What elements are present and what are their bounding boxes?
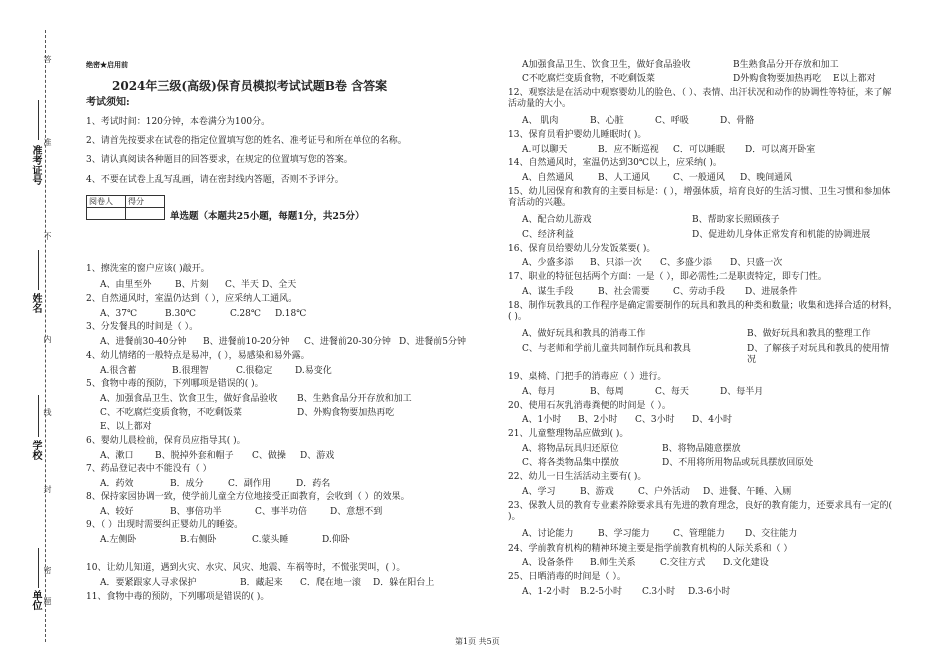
option[interactable]: D、进餐前5分钟 — [399, 337, 466, 347]
option[interactable]: C.28℃ — [230, 309, 261, 319]
option[interactable]: B、生熟食品分开存放和加工 — [297, 394, 412, 404]
option[interactable]: B、2小时 — [578, 415, 618, 425]
binding-mark: 内 — [43, 335, 52, 344]
question-3: 3、分发餐具的时间是（ ）。 — [86, 322, 199, 332]
option[interactable]: B、做好玩具和教具的整理工作 — [747, 329, 871, 339]
option[interactable]: C、与老师和学前儿童共同制作玩具和教具 — [522, 344, 691, 354]
field-underline — [38, 395, 39, 437]
option[interactable]: A、学习 — [522, 487, 556, 497]
option[interactable]: B、脱掉外套和帽子 — [155, 451, 234, 461]
option[interactable]: D、进展条件 — [745, 287, 798, 297]
option[interactable]: D外购食物要加热再吃 — [733, 74, 822, 84]
option[interactable]: D、促进幼儿身体正常发育和机能的协调进展 — [692, 230, 871, 240]
option[interactable]: A、加强食品卫生、饮食卫生，做好食品验收 — [100, 394, 278, 404]
question-18: 18、制作玩教具的工作程序是确定需要制作的玩具和教具的种类和数量；收集和选择合适的材料，( )。 — [508, 301, 898, 322]
option[interactable]: B、社会需要 — [598, 287, 650, 297]
option[interactable]: C、呼吸 — [655, 116, 689, 126]
option[interactable]: D、进餐、午睡、入厕 — [703, 487, 792, 497]
question-6: 6、婴幼儿晨检前，保育员应指导其( )。 — [86, 436, 246, 446]
option[interactable]: A加强食品卫生、饮食卫生，做好食品验收 — [522, 60, 691, 70]
question-15: 15、幼儿园保育和教育的主要目标是：( ），增强体质，培育良好的生活习惯、卫生习惯和参加体育活动的兴趣。 — [508, 187, 891, 208]
option[interactable]: D、不用将所用物品或玩具摆放回原处 — [662, 458, 814, 468]
question-10: 10、让幼儿知道，遇到火灾、水灾、风灾、地震、车祸等时，不慌张哭叫，( ）。 — [86, 563, 406, 573]
option[interactable]: B．成分 — [170, 479, 204, 489]
option[interactable]: E、以上都对 — [100, 422, 152, 432]
score-table-cell[interactable] — [126, 208, 165, 220]
option[interactable]: D.18℃ — [275, 309, 307, 319]
option[interactable]: C、进餐前20-30分钟 — [304, 337, 391, 347]
option[interactable]: D、游戏 — [300, 451, 335, 461]
option[interactable]: D、只盛一次 — [730, 258, 783, 268]
option[interactable]: A.可以聊天 — [522, 145, 568, 155]
option[interactable]: C、一般通风 — [673, 173, 725, 183]
option[interactable]: C.3小时 — [642, 587, 676, 597]
question-14: 14、自然通风时，室温仍达到30℃以上，应采纳( )。 — [508, 158, 722, 168]
score-table-grader: 阅卷人 — [87, 196, 126, 208]
question-25: 25、日晒消毒的时间是（ ）。 — [508, 572, 626, 582]
option[interactable]: D.3-6小时 — [688, 587, 731, 597]
question-1: 1、擦洗室的窗户应该( )敲开。 — [86, 264, 210, 274]
question-24: 24、学前教育机构的精神环境主要是指学前教育机构的人际关系和（ ） — [508, 544, 793, 554]
option[interactable]: C、做操 — [252, 451, 286, 461]
question-8: 8、保持家园协调一致，使学前儿童全方位地接受正面教育，会收到（ ）的效果。 — [86, 492, 410, 502]
field-name: 姓名 — [30, 293, 41, 313]
option[interactable]: A、 肌肉 — [522, 116, 559, 126]
question-9: 9、（ ）出现时需要纠正婴幼儿的睡姿。 — [86, 520, 244, 530]
field-underline — [38, 548, 39, 588]
binding-mark: 题 — [43, 597, 52, 606]
section-title: 单选题（本题共25小题，每题1分，共25分） — [170, 211, 365, 222]
option[interactable]: B、心脏 — [590, 116, 624, 126]
option[interactable]: C、每天 — [655, 387, 689, 397]
option[interactable]: A、进餐前30-40分钟 — [100, 337, 187, 347]
binding-mark: 答 — [43, 55, 52, 64]
option[interactable]: C、将各类物品集中摆放 — [522, 458, 619, 468]
option[interactable]: D、了解孩子对玩具和教具的使用情况 — [747, 344, 890, 365]
option[interactable]: A、1-2小时 — [522, 587, 570, 597]
option[interactable]: D、每半月 — [720, 387, 764, 397]
option[interactable]: A、讨论能力 — [522, 529, 574, 539]
binding-mark: 密 — [43, 566, 52, 575]
option[interactable]: A、自然通风 — [522, 173, 574, 183]
option[interactable]: E以上都对 — [833, 74, 876, 84]
option[interactable]: C.很稳定 — [236, 366, 273, 376]
option[interactable]: D．药名 — [296, 479, 331, 489]
option[interactable]: B.师生关系 — [590, 558, 636, 568]
option[interactable]: A、做好玩具和教具的消毒工作 — [522, 329, 646, 339]
option[interactable]: B、人工通风 — [598, 173, 650, 183]
option[interactable]: D．可以离开卧室 — [745, 145, 816, 155]
option[interactable]: A．要紧跟家人寻求保护 — [100, 578, 197, 588]
notice-item: 1、考试时间：120分钟，本卷满分为100分。 — [86, 117, 271, 127]
question-11: 11、食物中毒的预防，下列哪项是错误的( )。 — [86, 592, 270, 602]
secret-label: 绝密★启用前 — [86, 60, 128, 69]
binding-mark: 线 — [43, 408, 52, 417]
option[interactable]: B、游戏 — [580, 487, 614, 497]
option[interactable]: A、配合幼儿游戏 — [522, 215, 592, 225]
score-table — [86, 195, 165, 220]
question-12: 12、观察法是在活动中观察婴幼儿的脸色、（ ）、表情、出汗状况和动作的协调性等特征，来了解活动量的大小。 — [508, 88, 892, 109]
field-underline — [38, 100, 39, 140]
option[interactable]: B、事倍功半 — [170, 507, 222, 517]
option[interactable]: A、设备条件 — [522, 558, 574, 568]
question-19: 19、桌椅、门把手的消毒应（ ）进行。 — [508, 372, 667, 382]
option[interactable]: B、帮助家长照顾孩子 — [692, 215, 780, 225]
option[interactable]: A．药效 — [100, 479, 134, 489]
field-school: 学校 — [30, 440, 41, 460]
option[interactable]: C、事半功倍 — [255, 507, 307, 517]
option[interactable]: B．应不断巡视 — [598, 145, 659, 155]
option[interactable]: B、每周 — [590, 387, 624, 397]
option[interactable]: D.易变化 — [295, 366, 332, 376]
option[interactable]: A、每月 — [522, 387, 556, 397]
score-table-cell[interactable] — [87, 208, 126, 220]
option[interactable]: A、1小时 — [522, 415, 562, 425]
question-5: 5、食物中毒的预防，下列哪项是错误的( )。 — [86, 379, 264, 389]
option[interactable]: B．藏起来 — [240, 578, 283, 588]
field-underline — [38, 250, 39, 290]
option[interactable]: C、不吃腐烂变质食物，不吃剩饭菜 — [100, 408, 242, 418]
notice-item: 2、请首先按要求在试卷的指定位置填写您的姓名、准考证号和所在单位的名称。 — [86, 136, 407, 146]
option[interactable]: C．可以睡眠 — [673, 145, 725, 155]
option[interactable]: B.很理智 — [172, 366, 209, 376]
question-22: 22、幼儿一日生活活动主要有( )。 — [508, 472, 647, 482]
field-exam-number: 准考证号 — [30, 145, 41, 185]
option[interactable]: C、户外活动 — [638, 487, 690, 497]
notice-title: 考试须知: — [86, 97, 130, 108]
option[interactable]: D、交往能力 — [745, 529, 798, 539]
binding-mark: 不 — [43, 232, 52, 241]
option[interactable]: B、片刻 — [175, 280, 209, 290]
option[interactable]: C不吃腐烂变质食物，不吃剩饭菜 — [522, 74, 655, 84]
option[interactable]: A、较好 — [100, 507, 134, 517]
field-unit: 单位 — [30, 590, 41, 610]
binding-mark: 准 — [43, 138, 52, 147]
option[interactable]: A、由里至外 — [100, 280, 152, 290]
question-20: 20、使用石灰乳消毒粪便的时间是（ ）。 — [508, 401, 671, 411]
question-17: 17、职业的特征包括两个方面：一是（ ），即必需性;二是职责特定，即专门性。 — [508, 272, 827, 282]
option[interactable]: A、37℃ — [100, 309, 138, 319]
option[interactable]: A、将物品玩具归还原位 — [522, 444, 619, 454]
option[interactable]: A.左侧卧 — [100, 535, 137, 545]
option[interactable]: C.交往方式 — [660, 558, 706, 568]
option[interactable]: B生熟食品分开存放和加工 — [733, 60, 839, 70]
notice-item: 4、不要在试卷上乱写乱画，请在密封线内答题，否则不予评分。 — [86, 175, 344, 185]
option[interactable]: A.很含蓄 — [100, 366, 137, 376]
option[interactable]: D、全天 — [262, 280, 297, 290]
option[interactable]: B.2-5小时 — [580, 587, 622, 597]
score-table-score: 得分 — [126, 196, 165, 208]
question-4: 4、幼儿情绪的一般特点是易冲，( ），易感染和易外露。 — [86, 351, 310, 361]
option[interactable]: B、学习能力 — [598, 529, 650, 539]
option[interactable]: C、经济利益 — [522, 230, 574, 240]
question-16: 16、保育员给婴幼儿分发饭菜要( )。 — [508, 244, 656, 254]
question-13: 13、保育员看护婴幼儿睡眠时( )。 — [508, 130, 647, 140]
binding-mark: 封 — [43, 485, 52, 494]
question-7: 7、药品登记表中不能没有（ ） — [86, 464, 212, 474]
option[interactable]: B、只添一次 — [590, 258, 642, 268]
question-21: 21、儿童整理物品应做到( )。 — [508, 429, 629, 439]
page-number: 第1页 共5页 — [455, 637, 500, 646]
option[interactable]: D.仰卧 — [322, 535, 350, 545]
question-2: 2、自然通风时，室温仍达到（ ），应采纳人工通风。 — [86, 294, 298, 304]
question-23: 23、保教人员的教育专业素养除要求具有先进的教育理念，良好的教育能力，还要求具有一定的( )。 — [508, 501, 892, 522]
option[interactable]: D、骨骼 — [720, 116, 755, 126]
option[interactable]: C、管理能力 — [673, 529, 725, 539]
option[interactable]: C．爬在地一滚 — [300, 578, 361, 588]
option[interactable]: C、3小时 — [635, 415, 675, 425]
option[interactable]: B.右侧卧 — [180, 535, 217, 545]
option[interactable]: D、晚间通风 — [740, 173, 793, 183]
option[interactable]: A、谋生手段 — [522, 287, 574, 297]
option[interactable]: D、4小时 — [692, 415, 732, 425]
option[interactable]: B、将物品随意摆放 — [662, 444, 741, 454]
option[interactable]: D.文化建设 — [723, 558, 769, 568]
notice-item: 3、请认真阅读各种题目的回答要求，在规定的位置填写您的答案。 — [86, 155, 353, 165]
option[interactable]: D．躲在阳台上 — [373, 578, 435, 588]
option[interactable]: C、半天 — [225, 280, 259, 290]
option[interactable]: A、少盛多添 — [522, 258, 574, 268]
option[interactable]: C．副作用 — [228, 479, 271, 489]
option[interactable]: D、外购食物要加热再吃 — [297, 408, 395, 418]
option[interactable]: B、进餐前10-20分钟 — [203, 337, 290, 347]
option[interactable]: C.蒙头睡 — [252, 535, 289, 545]
page-title: 2024年三级(高级)保育员模拟考试试题B卷 含答案 — [112, 79, 388, 93]
option[interactable]: C、多盛少添 — [660, 258, 712, 268]
option[interactable]: B.30℃ — [165, 309, 196, 319]
option[interactable]: D、意想不到 — [330, 507, 383, 517]
option[interactable]: A、漱口 — [100, 451, 134, 461]
option[interactable]: C、劳动手段 — [673, 287, 725, 297]
